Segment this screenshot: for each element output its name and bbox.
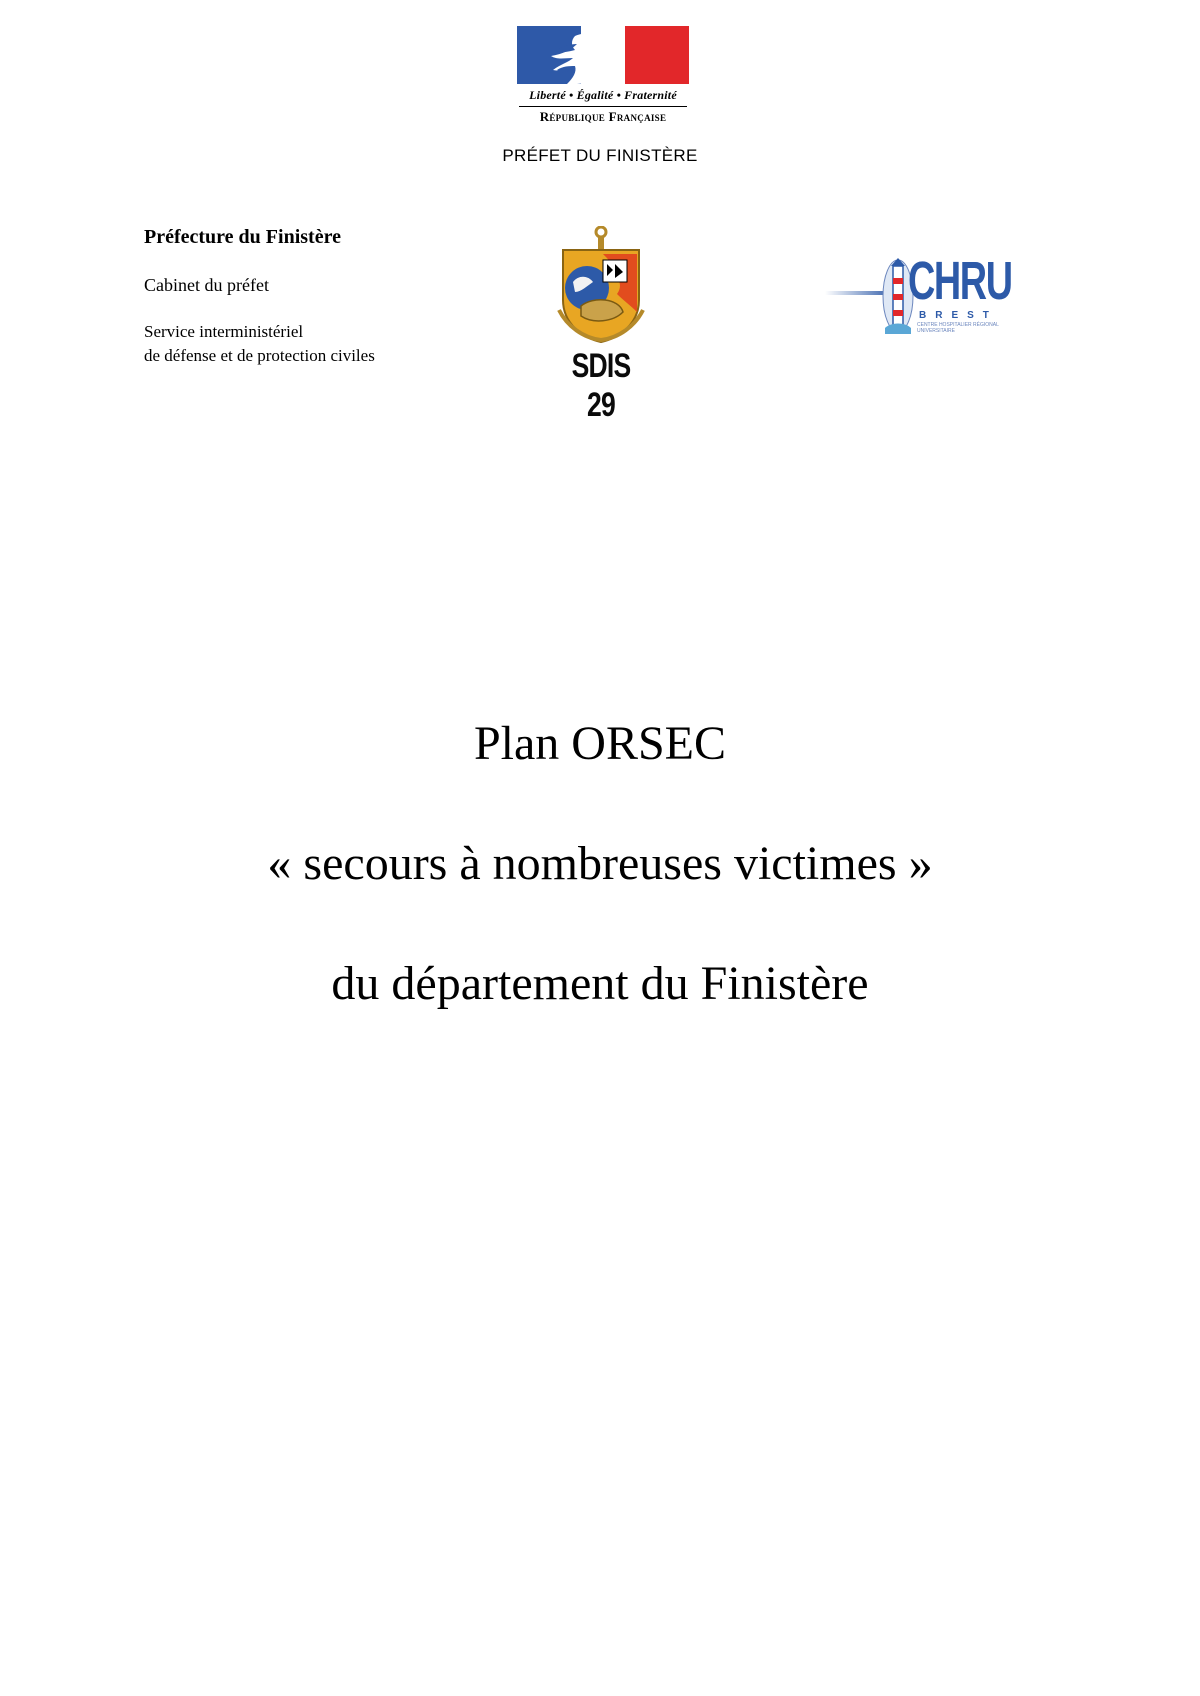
republique-francaise-logo [517,26,689,125]
marianne-flag-icon [517,26,689,84]
chru-city: BREST [919,310,998,321]
sdis-label: SDIS 29 [571,347,631,424]
chru-wordmark: CHRU [908,251,1012,311]
plan-subtitle: « secours à nombreuses victimes » [267,837,933,890]
issuer-block [144,226,464,368]
chru-subtitle: CENTRE HOSPITALIER RÉGIONAL UNIVERSITAIRE [917,322,999,334]
service-line-2: de défense et de protection civiles [144,346,375,365]
plan-title: Plan ORSEC [473,717,727,770]
prefet-line: PRÉFET DU FINISTÈRE [502,146,698,165]
republic-motto: Liberté • Égalité • Fraternité [529,88,677,102]
prefecture-title: Préfecture du Finistère [144,226,341,248]
sdis-logo [553,226,649,425]
plan-scope: du département du Finistère [331,957,869,1010]
logo-divider [519,106,687,107]
republic-name: République Française [539,109,667,124]
service-line-1: Service interministériel [144,322,304,341]
chru-brest-logo [825,251,1012,338]
cabinet-label: Cabinet du préfet [144,275,269,295]
service-label [144,320,464,368]
sdis-emblem-icon [553,226,649,344]
